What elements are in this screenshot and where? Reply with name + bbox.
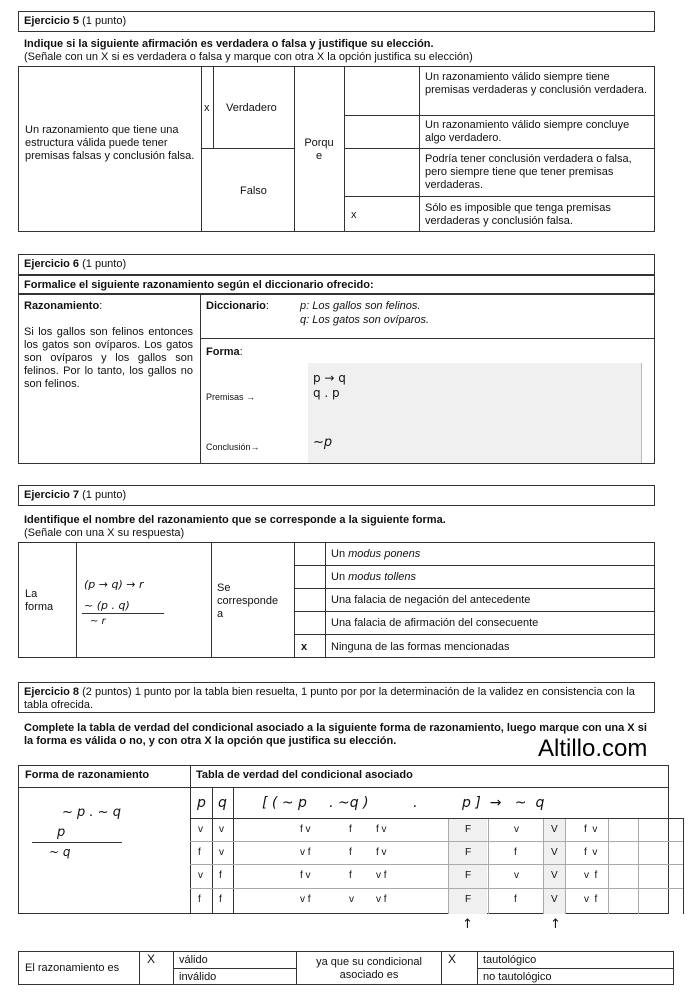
ex7-option-3: Una falacia de negación del antecedente [331, 594, 531, 606]
ex5-subinstruction: (Señale con un X si es verdadera o falsa y marque con otra X la opción justifica su elección) [24, 51, 473, 63]
ex6-diccionario-label-text: Diccionario [206, 300, 266, 312]
ex6-points: (1 punto) [82, 258, 127, 270]
truth-cell-q: v [219, 847, 224, 858]
ex6-premisa-2: q . p [313, 386, 340, 400]
ex7-option-1 [331, 548, 420, 561]
ex7-premise-2: ~ (p . q) [84, 599, 130, 612]
ex6-forma-label: Forma: [206, 346, 243, 358]
ex7-option-2-prefix: Un [331, 571, 349, 583]
ex6-razonamiento-label-text: Razonamiento [24, 300, 100, 312]
truth-cell-m: V [551, 847, 558, 858]
truth-cell-a: f v [300, 824, 311, 835]
truth-cell-p: f [198, 894, 201, 905]
truth-cell-a: v f [300, 847, 311, 858]
altillo-logo: Altillo.com [538, 735, 648, 762]
ex5-option-1: Un razonamiento válido siempre tiene premisas verdaderas y conclusión verdadera. [425, 71, 647, 96]
ex8-arrow-cond: ↑ [550, 917, 561, 932]
ex5-true-mark: x [204, 102, 210, 114]
truth-cell-a: f v [300, 870, 311, 881]
ex7-points: (1 punto) [82, 489, 127, 501]
truth-cell-b: f [349, 870, 352, 881]
truth-cell-c: f v [376, 824, 387, 835]
ex5-option-4-mark: x [351, 209, 357, 221]
ex6-conclusion-label: Conclusión→ [206, 442, 260, 452]
ex7-option-1-em: modus ponens [348, 548, 421, 560]
ex8-ya-que: ya que su condicional asociado es [316, 956, 422, 981]
ex6-forma-label-text: Forma [206, 346, 240, 358]
ex5-title [24, 15, 126, 27]
ex5-option-4: Sólo es imposible que tenga premisas verdaderas y conclusión falsa. [425, 202, 611, 227]
ex6-premisas-label: Premisas → [206, 392, 256, 402]
truth-cell-e: f [514, 894, 517, 905]
ex6-conclusion: ~p [313, 435, 333, 450]
ex6-title [24, 258, 126, 270]
ex6-instruction: Formalice el siguiente razonamiento según el diccionario ofrecido: [24, 279, 374, 291]
ex8-title [24, 686, 652, 712]
ex7-option-2-em: modus tollens [348, 571, 416, 583]
ex5-instruction: Indique si la siguiente afirmación es verdadera o falsa y justifique su elección. [24, 38, 434, 50]
ex8-arrow-conj: ↑ [462, 917, 473, 932]
ex8-tauto-mark: X [448, 952, 457, 966]
truth-cell-c: v f [376, 870, 387, 881]
ex7-la-forma: La forma [25, 588, 54, 613]
truth-cell-e: v [514, 870, 519, 881]
truth-cell-q: v [219, 824, 224, 835]
truth-cell-m: V [551, 894, 558, 905]
ex6-razonamiento-text: Si los gallos son felinos entonces los gatos son ovíparos. Los gatos son ovíparos y los gallos son felinos. Por lo tanto, los gallos no son felinos. [24, 326, 193, 390]
ex6-dict-q: q: Los gatos son ovíparos. [300, 314, 430, 326]
truth-cell-p: v [198, 824, 203, 835]
truth-cell-d: F [465, 824, 472, 835]
truth-cell-b: v [349, 894, 354, 905]
ex8-razonamiento-es: El razonamiento es [25, 962, 120, 974]
truth-cell-n: f v [584, 824, 598, 835]
truth-cell-b: f [349, 824, 352, 835]
truth-cell-q: f [219, 894, 222, 905]
ex7-conclusion: ~ r [90, 616, 106, 627]
ex6-forma-area [308, 363, 642, 463]
ex8-instruction: Complete la tabla de verdad del condicional asociado a la siguiente forma de razonamiento, luego marque con una X si la forma es válida o no, y con otra X la opción que justifica su elección. [24, 722, 647, 747]
ex8-expression: [ ( ~ p . ~q ) . p ] → ~ q [262, 795, 545, 811]
ex5-points: (1 punto) [82, 15, 127, 27]
truth-cell-d: F [465, 870, 472, 881]
ex7-option-1-prefix: Un [331, 548, 349, 560]
truth-cell-m: V [551, 824, 558, 835]
ex8-tautologico: tautológico [483, 954, 537, 966]
truth-cell-a: v f [300, 894, 311, 905]
ex7-premise-1: (p → q) → r [84, 578, 144, 591]
truth-cell-d: F [465, 847, 472, 858]
ex6-premisa-1: p → q [313, 371, 346, 385]
truth-cell-c: f v [376, 847, 387, 858]
ex7-title [24, 489, 126, 501]
ex8-form-p2: p [57, 825, 66, 840]
ex8-title-text: Ejercicio 8 [24, 686, 80, 698]
ex7-se-corresponde: Se corresponde a [217, 582, 279, 620]
truth-cell-c: v f [376, 894, 387, 905]
ex8-points: (2 puntos) 1 punto por la tabla bien resuelta, 1 punto por por la determinación de la validez en consistencia con la tabla ofrecida. [24, 686, 635, 711]
ex6-diccionario-label: Diccionario: [206, 300, 269, 312]
ex8-valido-mark: X [147, 952, 156, 966]
ex5-porque: Porqu e [304, 137, 334, 162]
ex8-invalido: inválido [179, 971, 217, 983]
ex6-title-text: Ejercicio 6 [24, 258, 80, 270]
ex7-title-text: Ejercicio 7 [24, 489, 80, 501]
ex8-col-q: q [218, 795, 227, 811]
ex8-form-p1: ~ p . ~ q [62, 805, 121, 820]
ex7-option-2 [331, 571, 416, 584]
truth-cell-b: f [349, 847, 352, 858]
ex7-option-5-mark: x [301, 641, 308, 653]
ex8-forma-header: Forma de razonamiento [25, 769, 150, 781]
truth-cell-p: f [198, 847, 201, 858]
truth-cell-q: f [219, 870, 222, 881]
truth-cell-n: v f [584, 870, 598, 881]
ex5-true-label: Verdadero [226, 102, 277, 114]
truth-cell-e: f [514, 847, 517, 858]
ex7-subinstruction: (Señale con una X su respuesta) [24, 527, 185, 539]
ex7-instruction: Identifique el nombre del razonamiento que se corresponde a la siguiente forma. [24, 514, 446, 526]
ex6-dict-p: p: Los gallos son felinos. [300, 300, 421, 312]
ex5-false-label: Falso [240, 185, 267, 197]
ex7-option-5: Ninguna de las formas mencionadas [331, 641, 510, 653]
ex8-form-rule [32, 842, 122, 843]
ex8-col-p: p [197, 795, 206, 811]
ex7-option-4: Una falacia de afirmación del consecuente [331, 617, 539, 629]
truth-cell-m: V [551, 870, 558, 881]
ex5-title-text: Ejercicio 5 [24, 15, 80, 27]
truth-cell-n: v f [584, 894, 598, 905]
truth-cell-p: v [198, 870, 203, 881]
ex5-option-2: Un razonamiento válido siempre concluye algo verdadero. [425, 119, 630, 144]
ex6-razonamiento-label: Razonamiento: [24, 300, 103, 312]
truth-cell-n: f v [584, 847, 598, 858]
ex5-statement: Un razonamiento que tiene una estructura válida puede tener premisas falsas y conclusión falsa. [25, 124, 195, 162]
ex5-option-3: Podría tener conclusión verdadera o falsa, pero siempre tiene que tener premisas verdaderas. [425, 153, 632, 191]
ex8-valido: válido [179, 954, 208, 966]
ex7-conclusion-rule [82, 613, 164, 614]
truth-cell-d: F [465, 894, 472, 905]
ex8-no-tautologico: no tautológico [483, 971, 552, 983]
ex8-form-c: ~ q [49, 845, 71, 859]
ex8-tabla-header: Tabla de verdad del condicional asociado [196, 769, 413, 781]
truth-cell-e: v [514, 824, 519, 835]
